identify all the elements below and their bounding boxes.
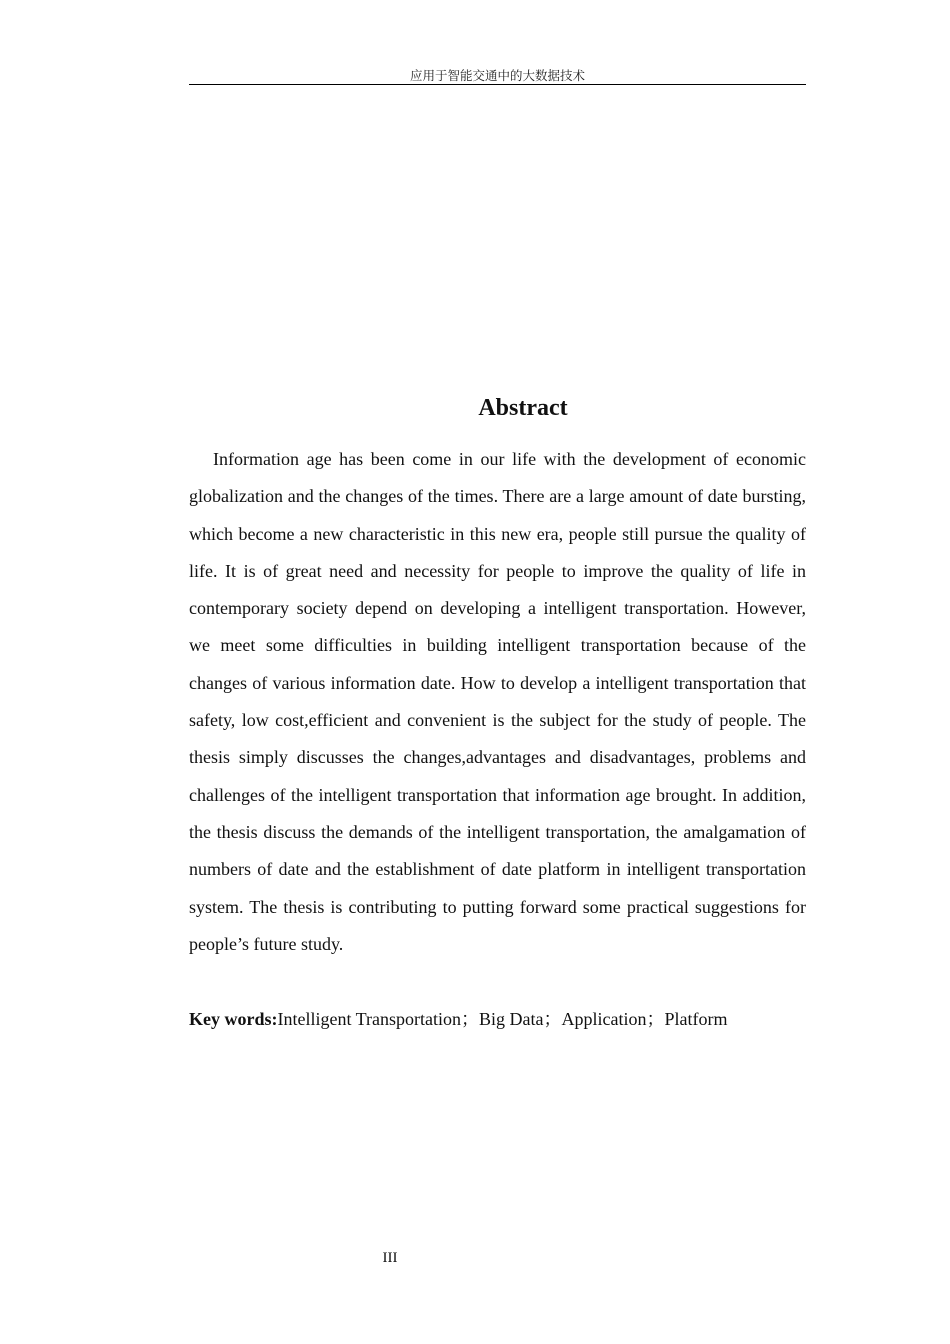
abstract-title: Abstract [478, 395, 568, 421]
abstract-body: Information age has been come in our life with the development of economic globalization and the changes of the times. There are a large amount of date bursting, which become a new characteristic in this new era, people still pursue the quality of life. It is of great need and necessity for people to improve the quality of life in contemporary society depend on developing a intelligent transportation. However, we meet some difficulties in building intelligent transportation because of the changes of various information date. How to develop a intelligent transportation that safety, low cost,efficient and convenient is the subject for the study of people. The thesis simply discusses the changes,advantages and disadvantages, problems and challenges of the intelligent transportation that information age brought. In addition, the thesis discuss the demands of the intelligent transportation, the amalgamation of numbers of date and the establishment of date platform in intelligent transportation system. The thesis is contributing to putting forward some practical suggestions for people’s future study. [189, 449, 806, 954]
keywords-label: Key words: [189, 1009, 278, 1029]
keywords-value: Intelligent Transportation；Big Data；Application；Platform [277, 1009, 728, 1029]
running-header: 应用于智能交通中的大数据技术 [189, 68, 806, 85]
keywords-line [189, 1003, 806, 1035]
page-number: III [382, 1250, 398, 1266]
